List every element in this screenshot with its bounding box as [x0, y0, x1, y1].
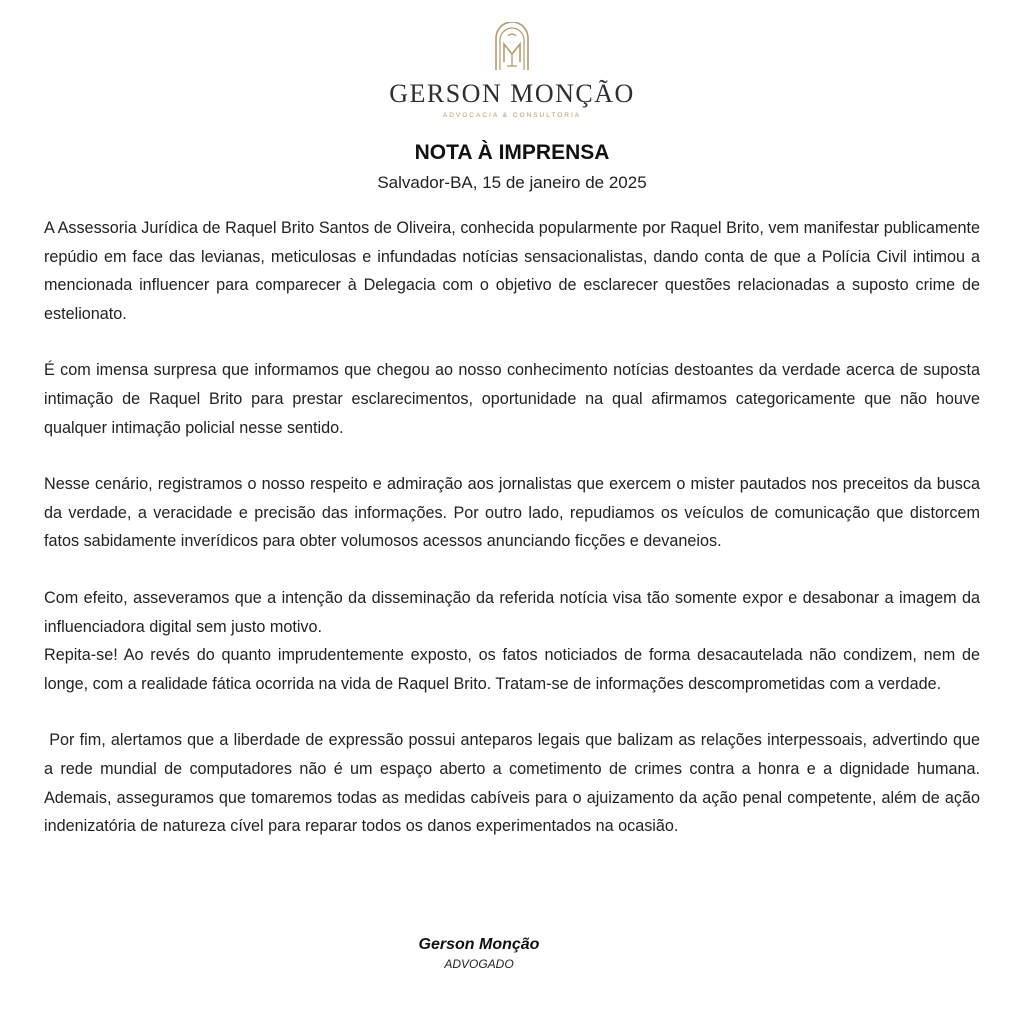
note-title: NOTA À IMPRENSA: [414, 141, 610, 164]
paragraph: Repita-se! Ao revés do quanto imprudentemente exposto, os fatos noticiados de forma desacautelada não condizem, nem de longe, com a realidade fática ocorrida na vida de Raquel Brito. Tratam-se de informações descomprometidas com a verdade.: [44, 646, 980, 693]
signature-block: [0, 934, 958, 972]
brand-subtitle: ADVOCACIA & CONSULTORIA: [442, 112, 582, 119]
note-body: [44, 214, 985, 841]
paragraph: A Assessoria Jurídica de Raquel Brito Santos de Oliveira, conhecida popularmente por Raquel Brito, vem manifestar publicamente repúdio em face das levianas, meticulosas e infundadas notícias sensacionalistas, dando conta de que a Polícia Civil intimou a mencionada influencer para comparecer à Delegacia com o objetivo de esclarecer questões relacionadas a suposto crime de estelionato.: [44, 219, 980, 323]
signature-name: Gerson Monção: [418, 936, 540, 953]
paragraph: Por fim, alertamos que a liberdade de expressão possui anteparos legais que balizam as relações interpessoais, advertindo que a rede mundial de computadores não é um espaço aberto a cometimento de crimes contra a honra e a dignidade humana. Ademais, asseguramos que tomaremos todas as medidas cabíveis para o ajuizamento da ação penal competente, além de ação indenizatória de natureza cível para reparar todos os danos experimentados na ocasião.: [44, 731, 985, 836]
brand-name: GERSON MONÇÃO: [389, 79, 635, 108]
gm-monogram-logo-icon: [490, 22, 534, 72]
letterhead: [0, 22, 1024, 120]
place-date: Salvador-BA, 15 de janeiro de 2025: [377, 173, 647, 192]
signature-role: ADVOGADO: [444, 957, 514, 971]
paragraph: É com imensa surpresa que informamos que chegou ao nosso conhecimento notícias destoantes da verdade acerca de suposta intimação de Raquel Brito para prestar esclarecimentos, oportunidade na qual afirmamos categoricamente que não houve qualquer intimação policial nesse sentido.: [44, 361, 980, 437]
paragraph: Com efeito, asseveramos que a intenção da disseminação da referida notícia visa tão somente expor e desabonar a imagem da influenciadora digital sem justo motivo.: [44, 588, 980, 636]
paragraph: Nesse cenário, registramos o nosso respeito e admiração aos jornalistas que exercem o mister pautados nos preceitos da busca da verdade, a veracidade e precisão das informações. Por outro lado, repudiamos os veículos de comunicação que distorcem fatos sabidamente inverídicos para obter volumosos acessos anunciando ficções e devaneios.: [44, 475, 980, 551]
